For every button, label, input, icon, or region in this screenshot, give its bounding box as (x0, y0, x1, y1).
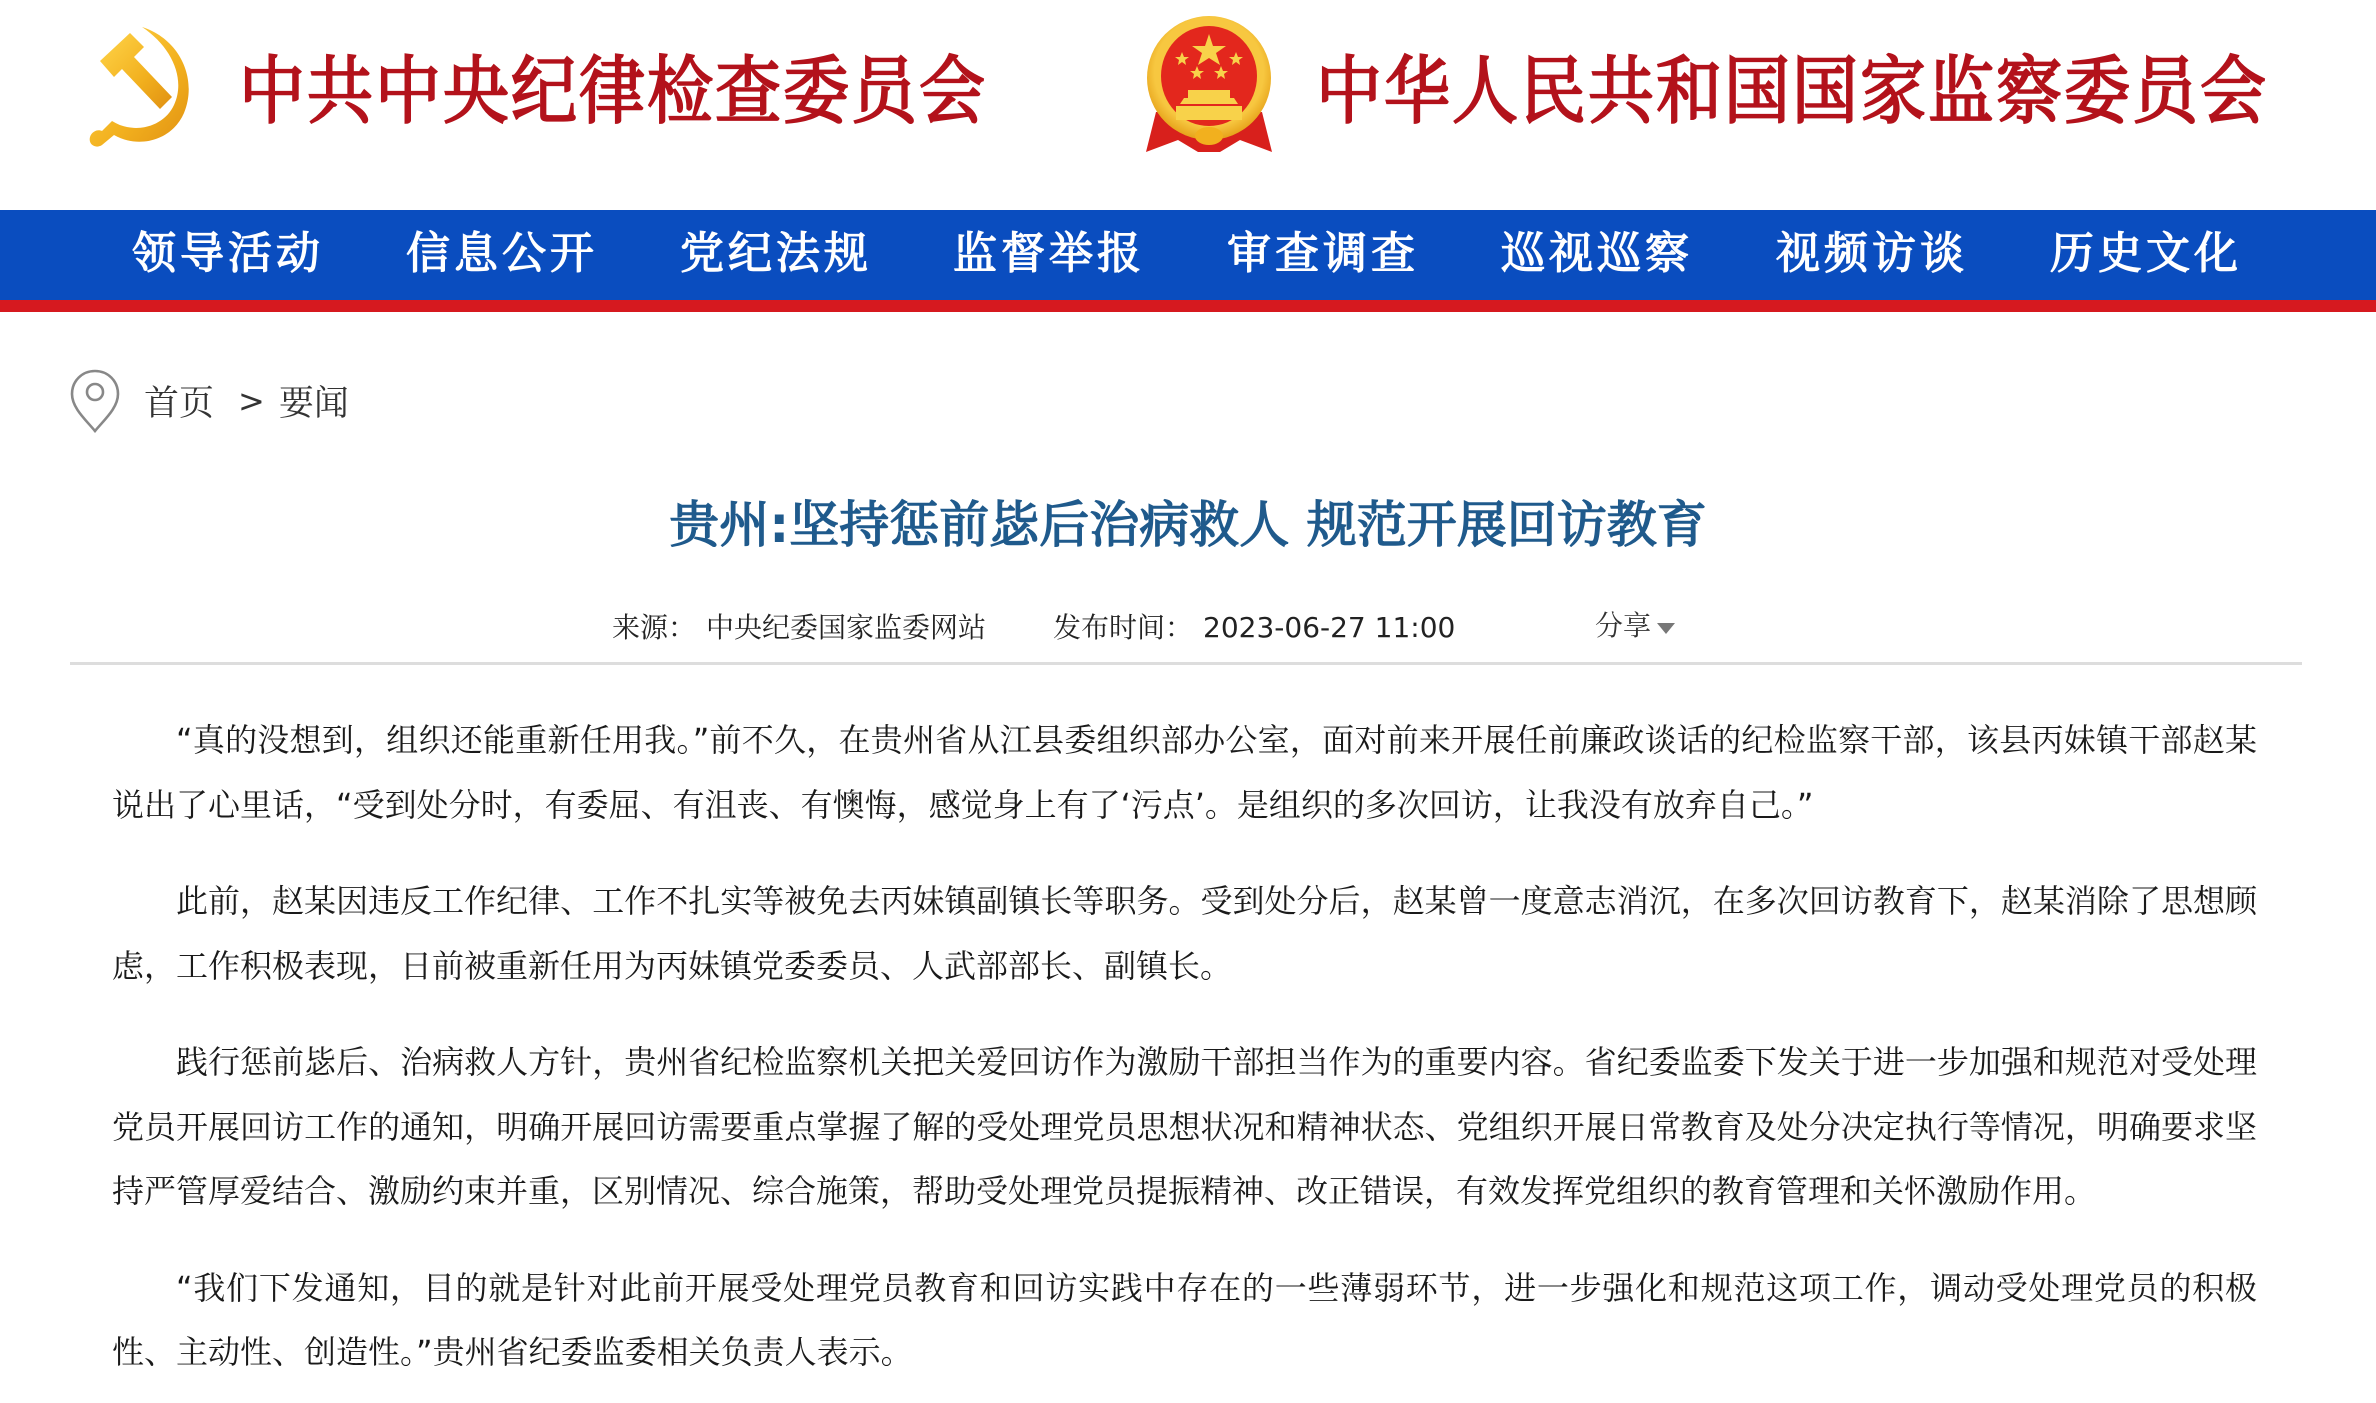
national-emblem-icon (1138, 12, 1280, 157)
breadcrumb-current[interactable]: 要闻 (278, 384, 349, 424)
breadcrumb-home[interactable]: 首页 (144, 384, 215, 424)
breadcrumb (68, 368, 349, 434)
article-paragraph: “真的没想到，组织还能重新任用我。”前不久，在贵州省从江县委组织部办公室，面对前来开展任前廉政谈话的纪检监察干部，该县丙妹镇干部赵某说出了心里话，“受到处分时，有委屈、有沮丧、有懊悔，感觉身上有了‘污点’。是组织的多次回访，让我没有放弃自己。” (112, 721, 2257, 824)
nav-item-supervision-reporting[interactable]: 监督举报 (953, 228, 1145, 279)
nav-item-leadership-activities[interactable]: 领导活动 (132, 228, 324, 279)
nav-item-information-disclosure[interactable]: 信息公开 (406, 228, 598, 279)
publish-time-value: 2023-06-27 11:00 (1203, 611, 1456, 644)
ccdi-title: 中共中央纪律检查委员会 (239, 46, 987, 135)
nav-item-review-investigation[interactable]: 审查调查 (1227, 228, 1419, 279)
share-label: 分享 (1595, 609, 1652, 642)
nav-red-stripe (0, 300, 2376, 312)
site-header (0, 0, 2376, 210)
ccdi-brand[interactable] (72, 12, 987, 157)
article-body (112, 708, 2257, 1403)
nsc-title: 中华人民共和国国家监察委员会 (1316, 46, 2268, 135)
article-paragraph: “我们下发通知，目的就是针对此前开展受处理党员教育和回访实践中存在的一些薄弱环节，进一步强化和规范这项工作，调动受处理党员的积极性、主动性、创造性。”贵州省纪委监委相关负责人表示。 (112, 1268, 2257, 1371)
party-emblem-icon (72, 17, 207, 152)
nav-item-history-culture[interactable]: 历史文化 (2050, 228, 2242, 279)
header-divider (70, 662, 2302, 665)
caret-down-icon (1657, 623, 1675, 634)
publish-time-label: 发布时间： (1053, 611, 1194, 644)
article-paragraph: 此前，赵某因违反工作纪律、工作不扎实等被免去丙妹镇副镇长等职务。受到处分后，赵某曾一度意志消沉，在多次回访教育下，赵某消除了思想顾虑，工作积极表现，日前被重新任用为丙妹镇党委委员、人武部部长、副镇长。 (112, 882, 2257, 985)
source-label: 来源： (612, 611, 697, 644)
article-source (612, 606, 986, 650)
article-paragraph: 践行惩前毖后、治病救人方针，贵州省纪检监察机关把关爱回访作为激励干部担当作为的重要内容。省纪委监委下发关于进一步加强和规范对受处理党员开展回访工作的通知，明确开展回访需要重点掌握了解的受处理党员思想状况和精神状态、党组织开展日常教育及处分决定执行等情况，明确要求坚持严管厚爱结合、激励约束并重，区别情况、综合施策，帮助受处理党员提振精神、改正错误，有效发挥党组织的教育管理和关怀激励作用。 (112, 1043, 2257, 1210)
breadcrumb-separator: > (238, 382, 265, 420)
main-nav (0, 210, 2376, 300)
nav-item-party-regulations[interactable]: 党纪法规 (680, 228, 872, 279)
article-publish-time (1053, 606, 1455, 650)
nav-item-inspection-tours[interactable]: 巡视巡察 (1501, 228, 1693, 279)
nav-item-video-interviews[interactable]: 视频访谈 (1776, 228, 1968, 279)
location-pin-icon (68, 368, 122, 434)
share-button[interactable] (1595, 604, 1675, 648)
nsc-brand[interactable] (1138, 12, 2268, 157)
source-value: 中央纪委国家监委网站 (706, 611, 987, 644)
article-title: 贵州:坚持惩前毖后治病救人 规范开展回访教育 (669, 496, 1707, 554)
